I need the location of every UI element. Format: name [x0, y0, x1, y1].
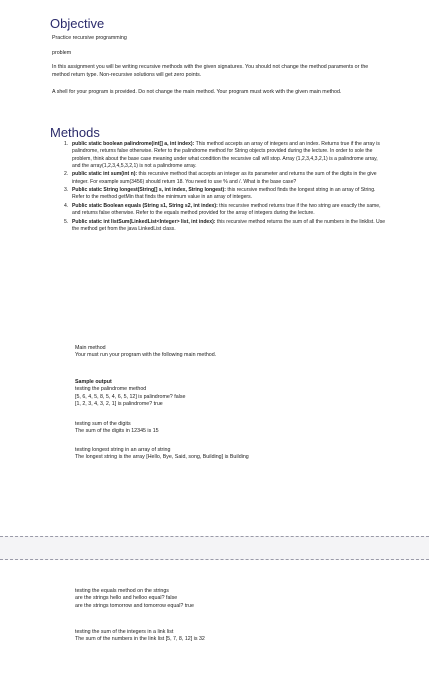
output-line: [1, 2, 3, 4, 3, 2, 1] is palindrome? true: [75, 401, 163, 408]
methods-list: [64, 141, 386, 235]
list-sum-output: [75, 629, 375, 644]
method-item: 3. Public static String longest(String[] s, int index, String longest): this recursive method finds the longest string in an array of String. Refer to the method getMin that finds the minimum value in an array of integers.: [64, 187, 376, 201]
method-item: 5. Public static int listSum(LinkedList<Integer> list, int index): this recursive method returns the sum of all the numbers in the linklist. Use the method get from the java LinkedList class.: [64, 218, 386, 233]
output-line: are the strings tomorrow and tomorrow equal? true: [75, 602, 194, 609]
shell-paragraph: A shell for your program is provided. Do not change the main method. Your program must work with the given main method.: [52, 89, 342, 95]
main-method-section: [75, 345, 375, 360]
output-line: testing longest string in an array of string: [75, 447, 171, 453]
main-method-text: Your must run your program with the following main method.: [75, 352, 217, 359]
method-item: 4. Public static Boolean equals (String s1, String s2, int index): this recursive method returns true if the two string are exactly the same, and returns false otherwise. Refer to the equals method provided for the array of integers during the lecture.: [64, 202, 381, 217]
output-line: testing sum of the digits: [75, 421, 131, 427]
output-line: testing the sum of the integers in a link list: [75, 629, 174, 635]
document-page-2: [0, 560, 429, 700]
sample-output-label: Sample output: [75, 379, 112, 385]
output-line: testing the palindrome method: [75, 386, 147, 393]
method-item: 1. public static boolean palindrome(int[] a, int index): This method accepts an array of integers and an index. Returns true if the array is palindrome, returns false otherwise. Refer to the palindrome method for String objects provided during the lecture. In order to sole the problem, think about the base case meaning under what condition the recursive call will stop. Array (1,2,3,4,3,2,1) is a palindrome array, and the array(1,2,3,4,5,3,2,1) is not a palindrome array.: [64, 141, 380, 169]
output-line: The sum of the numbers in the link list [5, 7, 8, 12] is 32: [75, 636, 205, 643]
main-method-label: Main method: [75, 345, 106, 351]
longest-string-output: [75, 447, 375, 462]
method-item: 2. public static int sum(int n): this recursive method that accepts an integer as its parameter and returns the sum of the digits in the give integer. For example sum(3456) should return 18. You need to use % and /. What is the base case?: [64, 171, 377, 185]
sample-output-section: [75, 379, 375, 409]
sum-digits-output: [75, 421, 375, 436]
intro-paragraph: In this assignment you will be writing recursive methods with the given signatures. You should not change the method paraments or the method return type. Non-recursive solutions will get zero points.: [52, 64, 369, 78]
output-line: are the strings hello and helloo equal? false: [75, 595, 178, 602]
objective-subtitle: Practice recursive programming: [52, 35, 127, 41]
problem-label: problem: [52, 50, 72, 56]
output-line: [5, 6, 4, 5, 8, 5, 4, 6, 5, 12] is palindrome? false: [75, 393, 186, 400]
output-line: The sum of the digits in 12345 is 15: [75, 428, 159, 435]
page-break: [0, 536, 429, 560]
output-line: testing the equals method on the strings: [75, 588, 169, 594]
equals-output: [75, 588, 375, 610]
methods-heading: Methods: [50, 125, 100, 140]
output-line: The longest string is the array [Hello, Bye, Said, song, Building] is Building: [75, 454, 249, 461]
objective-heading: Objective: [50, 16, 105, 31]
